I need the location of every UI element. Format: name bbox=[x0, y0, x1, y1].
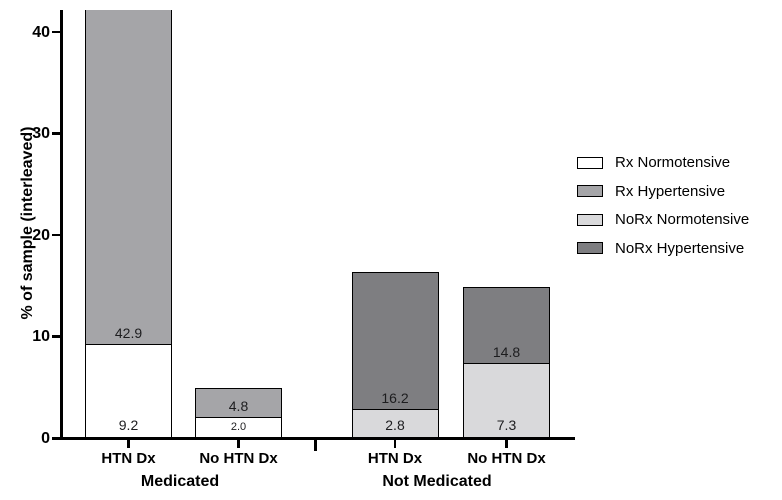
value-label-front: 2.0 bbox=[230, 421, 247, 433]
value-label-back: 16.2 bbox=[381, 389, 409, 406]
y-tick-label: 40 bbox=[32, 23, 50, 41]
y-tick-label: 0 bbox=[41, 430, 50, 447]
x-axis-line bbox=[60, 437, 575, 440]
x-tick bbox=[505, 440, 508, 448]
y-tick bbox=[52, 31, 60, 34]
y-tick-label: 20 bbox=[32, 226, 50, 244]
group-label: Medicated bbox=[140, 473, 220, 490]
legend-swatch-norx-hypertensive bbox=[577, 242, 603, 254]
value-label-front: 2.8 bbox=[385, 417, 405, 433]
value-label-back: 42.9 bbox=[114, 324, 143, 341]
legend-swatch-rx-hypertensive bbox=[577, 185, 603, 197]
value-label-back: 14.8 bbox=[492, 343, 521, 360]
category-label: HTN Dx bbox=[367, 450, 423, 467]
y-axis-title: % of sample (interleaved) bbox=[19, 126, 36, 320]
y-tick bbox=[52, 132, 60, 135]
legend-swatch-norx-normotensive bbox=[577, 214, 603, 226]
group-divider-tick bbox=[314, 440, 317, 451]
y-tick-label: 30 bbox=[32, 125, 50, 143]
legend bbox=[577, 0, 782, 270]
legend-label: NoRx Hypertensive bbox=[615, 239, 745, 257]
y-axis-line bbox=[60, 10, 63, 440]
y-tick bbox=[52, 437, 60, 440]
legend-row bbox=[577, 211, 782, 229]
legend-label: Rx Hypertensive bbox=[615, 182, 726, 200]
y-tick bbox=[52, 234, 60, 237]
value-label-front: 7.3 bbox=[496, 417, 517, 433]
category-label: No HTN Dx bbox=[467, 450, 546, 467]
x-tick bbox=[127, 440, 130, 448]
y-tick-label: 10 bbox=[32, 328, 50, 346]
y-tick bbox=[52, 335, 60, 338]
value-label-back: 4.8 bbox=[228, 397, 249, 414]
legend-swatch-rx-normotensive bbox=[577, 157, 603, 169]
category-label: HTN Dx bbox=[101, 450, 156, 467]
x-tick bbox=[237, 440, 240, 448]
value-label-front: 9.2 bbox=[118, 417, 139, 433]
legend-label: NoRx Normotensive bbox=[615, 211, 750, 228]
group-label: Not Medicated bbox=[382, 473, 492, 490]
legend-row bbox=[577, 182, 782, 200]
x-tick bbox=[394, 440, 397, 448]
legend-row bbox=[577, 154, 782, 172]
legend-row bbox=[577, 239, 782, 257]
legend-label: Rx Normotensive bbox=[615, 154, 731, 171]
category-label: No HTN Dx bbox=[199, 450, 278, 467]
